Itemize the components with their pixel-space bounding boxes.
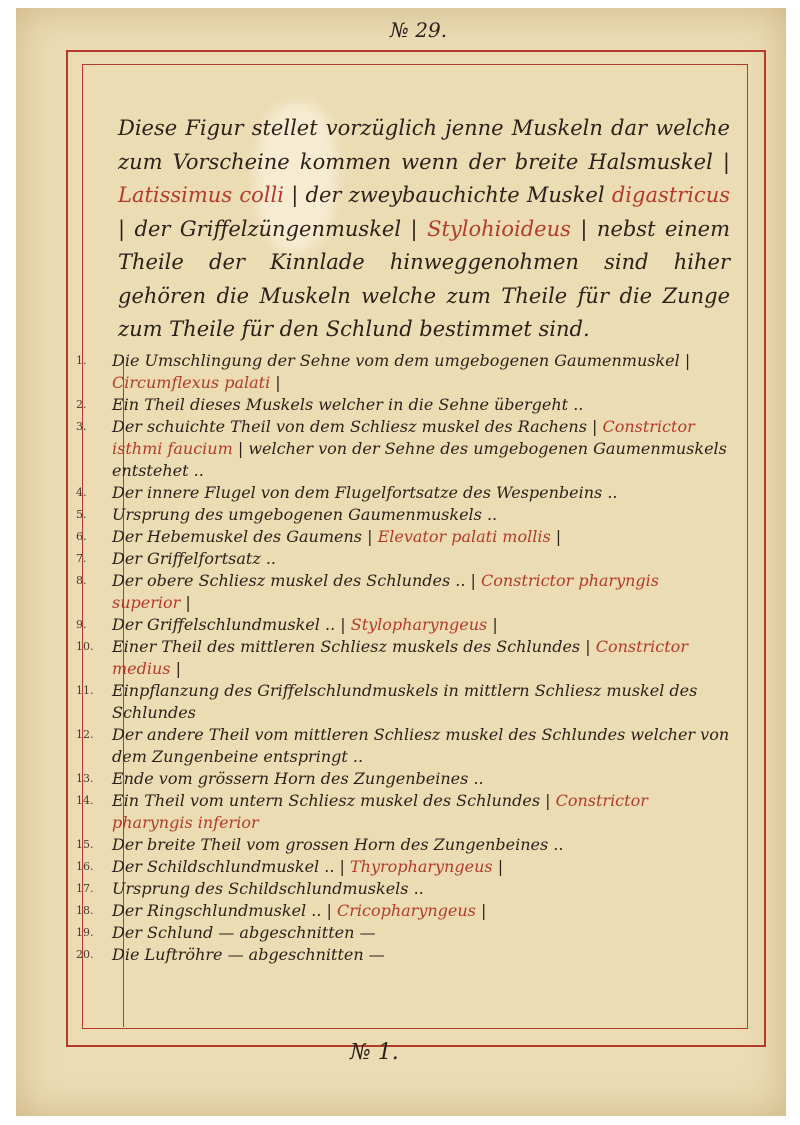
legend-item [76,900,730,922]
legend-latin: Elevator palati mollis [377,527,551,546]
legend-number: 8. [76,574,87,587]
legend-latin: Stylopharyngeus [350,615,488,634]
legend-item [76,834,730,856]
legend-text [104,768,730,790]
legend-item [76,570,730,614]
legend-item [76,416,730,482]
legend-item [76,856,730,878]
legend-tail: | welcher von der Sehne des umgebogenen Gaumenmuskels entstehet .. [112,439,727,480]
legend-tail: | [497,857,504,876]
legend-item [76,768,730,790]
legend-german: Der Ringschlundmuskel .. | [112,901,332,920]
legend-latin: Thyropharyngeus [349,857,493,876]
intro-text-3: | der Griffelzüngenmuskel | [118,216,418,241]
legend-german: Der andere Theil vom mittleren Schliesz muskel des Schlundes welcher von dem Zungenbeine entspringt .. [112,725,730,766]
legend-german: Einer Theil des mittleren Schliesz muskels des Schlundes | [112,637,591,656]
legend-text [104,504,730,526]
legend-number: 13. [76,772,94,785]
legend-item [76,504,730,526]
legend-number: 7. [76,552,87,565]
legend-item [76,614,730,636]
legend-text [104,900,730,922]
legend-tail: | [185,593,191,612]
intro-latin-3: Stylohioideus [427,216,571,241]
legend-item [76,680,730,724]
legend-number: 5. [76,508,87,521]
legend-item [76,944,730,966]
legend-number: 4. [76,486,87,499]
legend-item [76,482,730,504]
legend-german: Der Hebemuskel des Gaumens | [112,527,373,546]
intro-latin-2: digastricus [611,183,730,207]
legend-tail: | [175,659,181,678]
legend-german: Der breite Theil vom grossen Horn des Zungenbeines .. [112,835,564,854]
legend-number: 9. [76,618,87,631]
legend-text [104,394,730,416]
legend-text [104,834,730,856]
intro-latin-1: Latissimus colli [118,183,284,207]
legend-tail: | [555,527,562,546]
legend-text [104,350,730,394]
legend-latin: Constrictor isthmi faucium [112,417,695,458]
legend-number: 15. [76,838,94,851]
intro-paragraph [118,112,730,347]
legend-list [76,350,730,966]
legend-german: Der innere Flugel von dem Flugelfortsatze des Wespenbeins .. [112,483,618,502]
legend-german: Die Luftröhre — abgeschnitten — [112,945,385,964]
legend-number: 16. [76,860,94,873]
legend-number: 1. [76,354,87,367]
intro-text-4: | nebst einem Theile der Kinnlade hinweggenohmen sind hiher gehören die Muskeln welche zum Theile für die Zunge zum Theile für den Schlund bestimmet sind. [118,216,730,341]
legend-item [76,394,730,416]
legend-text [104,790,730,834]
plate-number-top: № 29. [390,18,448,42]
legend-german: Ein Theil vom untern Schliesz muskel des Schlundes | [112,791,551,810]
legend-item [76,526,730,548]
legend-number: 2. [76,398,87,411]
legend-latin: Constrictor medius [112,637,688,678]
legend-latin: Constrictor pharyngis inferior [112,791,648,832]
legend-german: Einpflanzung des Griffelschlundmuskels in mittlern Schliesz muskel des Schlundes [112,681,698,722]
legend-latin: Circumflexus palati [112,373,271,392]
legend-text [104,680,730,724]
legend-latin: Constrictor pharyngis superior [112,571,659,612]
legend-text [104,416,730,482]
legend-german: Die Umschlingung der Sehne vom dem umgebogenen Gaumenmuskel | [112,351,691,370]
legend-item [76,724,730,768]
legend-item [76,922,730,944]
legend-german: Der schuichte Theil von dem Schliesz muskel des Rachens | [112,417,598,436]
legend-number: 18. [76,904,94,917]
legend-latin: Cricopharyngeus [336,901,476,920]
legend-item [76,878,730,900]
legend-item [76,790,730,834]
legend-german: Ende vom grössern Horn des Zungenbeines .. [112,769,484,788]
legend-number: 19. [76,926,94,939]
legend-german: Der Griffelfortsatz .. [112,549,276,568]
legend-tail: | [275,373,281,392]
legend-german: Der Schildschlundmuskel .. | [112,857,345,876]
intro-text-2: | der zweybauchichte Muskel [291,183,605,207]
legend-number: 11. [76,684,94,697]
legend-german: Ursprung des Schildschlundmuskels .. [112,879,424,898]
legend-german: Der Griffelschlundmuskel .. | [112,615,346,634]
legend-text [104,482,730,504]
legend-text [104,944,730,966]
legend-number: 6. [76,530,87,543]
legend-german: Ursprung des umgebogenen Gaumenmuskels .. [112,505,498,524]
legend-text [104,922,730,944]
legend-german: Der obere Schliesz muskel des Schlundes .. | [112,571,476,590]
legend-number: 17. [76,882,94,895]
legend-text [104,856,730,878]
plate-number-bottom: № 1. [350,1040,399,1065]
legend-item [76,350,730,394]
legend-number: 14. [76,794,94,807]
legend-item [76,548,730,570]
legend-german: Der Schlund — abgeschnitten — [112,923,376,942]
legend-text [104,614,730,636]
legend-text [104,570,730,614]
legend-number: 12. [76,728,94,741]
legend-number: 3. [76,420,87,433]
legend-item [76,636,730,680]
intro-text-1: Diese Figur stellet vorzüglich jenne Muskeln dar welche zum Vorscheine kommen wenn der breite Halsmuskel | [118,116,730,174]
legend-text [104,724,730,768]
legend-text [104,636,730,680]
legend-tail: | [480,901,487,920]
legend-number: 10. [76,640,94,653]
legend-tail: | [492,615,498,634]
legend-text [104,548,730,570]
legend-german: Ein Theil dieses Muskels welcher in die Sehne übergeht .. [112,395,584,414]
legend-text [104,526,730,548]
legend-number: 20. [76,948,94,961]
legend-text [104,878,730,900]
